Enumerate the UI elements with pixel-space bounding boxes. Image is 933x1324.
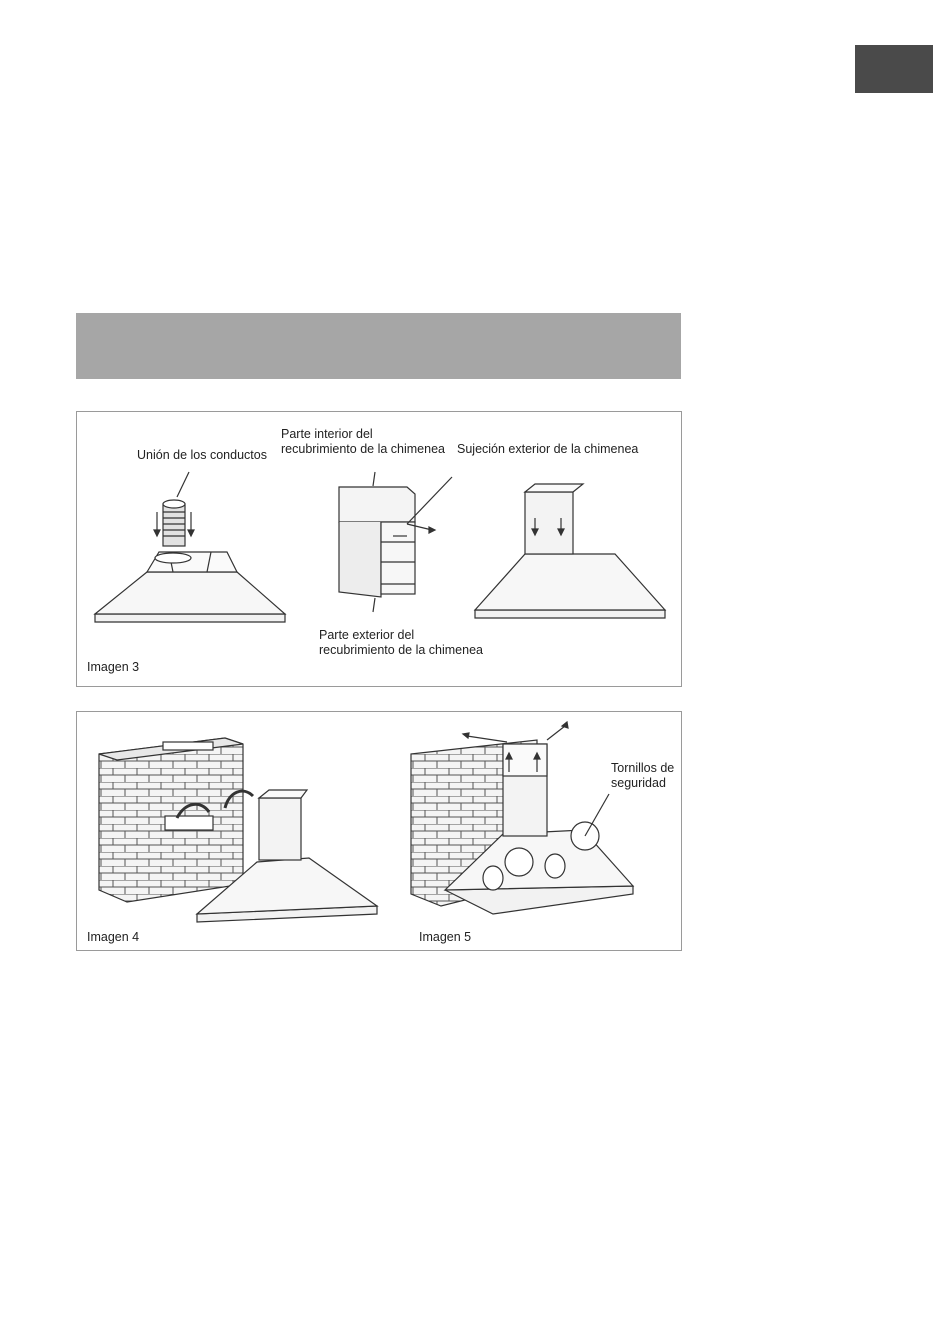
- chimney-cover-parts: [339, 472, 452, 612]
- section-header-bar: [76, 313, 681, 379]
- image-4-caption: Imagen 4: [87, 930, 140, 944]
- inner-cover-label-line1: Parte interior del: [281, 427, 373, 441]
- screws-label-line2: seguridad: [611, 776, 666, 790]
- figure-images-4-5: [76, 711, 682, 951]
- outer-cover-label-line2: recubrimiento de la chimenea: [319, 643, 483, 657]
- inner-cover-label-line2: recubrimiento de la chimenea: [281, 442, 445, 456]
- screws-label-line1: Tornillos de: [611, 761, 675, 775]
- hood-left: [95, 472, 285, 622]
- outer-fixing-label: Sujeción exterior de la chimenea: [457, 442, 639, 456]
- hood-right: [475, 484, 665, 618]
- image-5-caption: Imagen 5: [419, 930, 472, 944]
- language-tab: [855, 45, 933, 93]
- figure-image-3: [76, 411, 682, 687]
- image-3-caption: Imagen 3: [87, 660, 140, 674]
- outer-cover-label-line1: Parte exterior del: [319, 628, 415, 642]
- image-4-5-illustration: [77, 712, 681, 950]
- duct-union-label: Unión de los conductos: [137, 448, 267, 462]
